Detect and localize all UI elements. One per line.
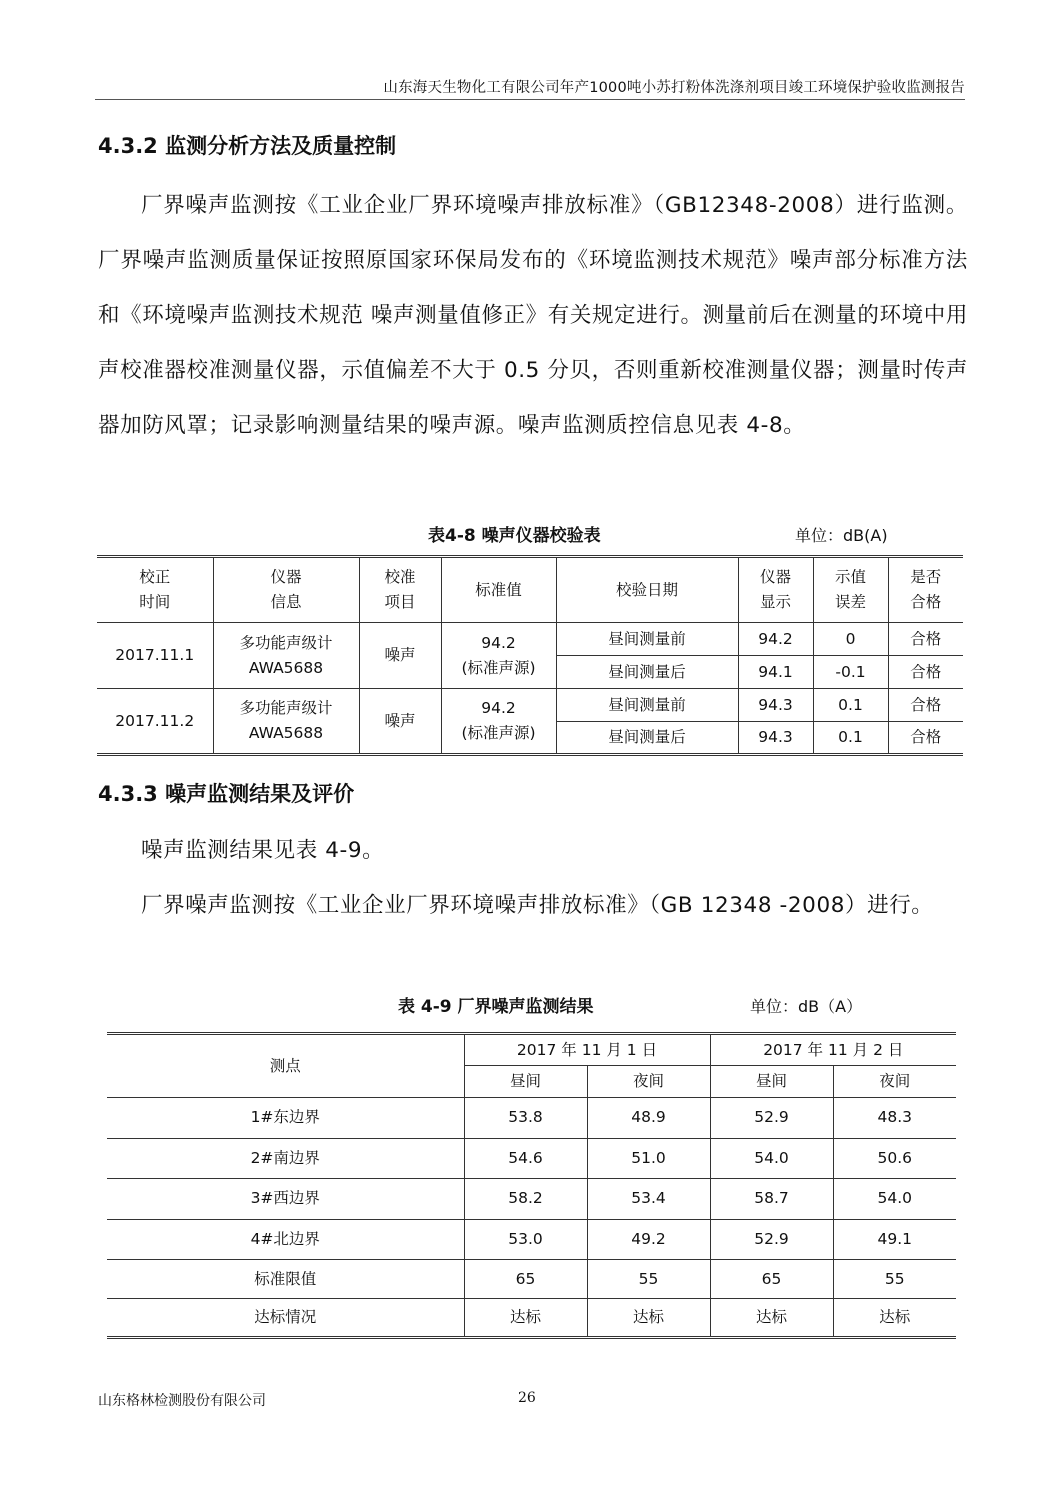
section-heading-4-3-2: 4.3.2 监测分析方法及质量控制 xyxy=(98,134,397,158)
cell-pass: 合格 xyxy=(888,623,963,656)
cell-point: 达标情况 xyxy=(107,1299,464,1338)
col-header: 校正 时间 xyxy=(97,557,213,623)
cell-value: 54.0 xyxy=(710,1138,833,1179)
col-header: 仪器 信息 xyxy=(213,557,359,623)
cell-value: 50.6 xyxy=(833,1138,956,1179)
header-rule xyxy=(95,99,965,100)
running-header: 山东海天生物化工有限公司年产1000吨小苏打粉体洗涤剂项目竣工环境保护验收监测报告 xyxy=(383,80,965,96)
cell-point: 1#东边界 xyxy=(107,1098,464,1139)
cell-instrument: 多功能声级计 AWA5688 xyxy=(213,623,359,689)
calibration-table xyxy=(97,555,963,756)
cell-pass: 合格 xyxy=(888,656,963,689)
section-4-3-2-paragraph: 厂界噪声监测按《工业企业厂界环境噪声排放标准》（GB12348-2008）进行监测。厂界噪声监测质量保证按照原国家环保局发布的《环境监测技术规范》噪声部分标准方法和《环境噪声监测技术规范 噪声测量值修正》有关规定进行。测量前后在测量的环境中用声校准器校准测量仪器，示值偏差不大于 0.5 分贝，否则重新校准测量仪器；测量时传声器加防风罩；记录影响测量结果的噪声源。噪声监测质控信息见表 4-8。 xyxy=(98,193,968,438)
table-row xyxy=(107,1260,956,1299)
cell-value: 48.9 xyxy=(587,1098,710,1139)
col-header-date: 2017 年 11 月 1 日 xyxy=(464,1034,710,1066)
cell-date: 2017.11.1 xyxy=(97,623,213,689)
cell-check-time: 昼间测量前 xyxy=(556,623,738,656)
cell-value: 55 xyxy=(833,1260,956,1299)
table-header-row xyxy=(107,1034,956,1066)
cell-display: 94.3 xyxy=(738,689,813,722)
cell-display: 94.2 xyxy=(738,623,813,656)
cell-point: 标准限值 xyxy=(107,1260,464,1299)
section-4-3-3-paragraph-1: 噪声监测结果见表 4-9。 xyxy=(141,838,385,863)
cell-point: 3#西边界 xyxy=(107,1179,464,1220)
col-header: 校验日期 xyxy=(556,557,738,623)
cell-value: 达标 xyxy=(833,1299,956,1338)
col-header: 标准值 xyxy=(441,557,556,623)
col-header-date: 2017 年 11 月 2 日 xyxy=(710,1034,956,1066)
table-row xyxy=(107,1299,956,1338)
cell-value: 49.2 xyxy=(587,1219,710,1260)
cell-value: 48.3 xyxy=(833,1098,956,1139)
table-4-9-unit: 单位：dB（A） xyxy=(750,997,863,1016)
cell-value: 58.2 xyxy=(464,1179,587,1220)
cell-value: 49.1 xyxy=(833,1219,956,1260)
cell-value: 53.4 xyxy=(587,1179,710,1220)
cell-error: -0.1 xyxy=(813,656,888,689)
cell-value: 53.8 xyxy=(464,1098,587,1139)
cell-item: 噪声 xyxy=(359,623,441,689)
cell-standard: 94.2 (标准声源) xyxy=(441,623,556,689)
cell-check-time: 昼间测量前 xyxy=(556,689,738,722)
cell-instrument: 多功能声级计 AWA5688 xyxy=(213,689,359,755)
col-header-period: 夜间 xyxy=(587,1066,710,1098)
table-4-8-unit: 单位：dB(A) xyxy=(795,526,888,545)
col-header-period: 昼间 xyxy=(464,1066,587,1098)
col-header: 是否 合格 xyxy=(888,557,963,623)
cell-value: 51.0 xyxy=(587,1138,710,1179)
cell-error: 0 xyxy=(813,623,888,656)
cell-value: 54.0 xyxy=(833,1179,956,1220)
table-row xyxy=(107,1138,956,1179)
cell-pass: 合格 xyxy=(888,722,963,755)
col-header: 校准 项目 xyxy=(359,557,441,623)
cell-point: 2#南边界 xyxy=(107,1138,464,1179)
cell-pass: 合格 xyxy=(888,689,963,722)
col-header: 示值 误差 xyxy=(813,557,888,623)
cell-value: 52.9 xyxy=(710,1219,833,1260)
table-header-row xyxy=(97,557,963,623)
table-row xyxy=(107,1219,956,1260)
cell-value: 65 xyxy=(464,1260,587,1299)
cell-value: 55 xyxy=(587,1260,710,1299)
table-row xyxy=(107,1179,956,1220)
col-header-point: 测点 xyxy=(107,1034,464,1098)
cell-value: 58.7 xyxy=(710,1179,833,1220)
page-number: 26 xyxy=(518,1390,536,1406)
cell-standard: 94.2 (标准声源) xyxy=(441,689,556,755)
cell-date: 2017.11.2 xyxy=(97,689,213,755)
cell-display: 94.3 xyxy=(738,722,813,755)
table-row xyxy=(97,623,963,656)
cell-value: 54.6 xyxy=(464,1138,587,1179)
section-heading-4-3-3: 4.3.3 噪声监测结果及评价 xyxy=(98,782,355,806)
cell-value: 65 xyxy=(710,1260,833,1299)
cell-check-time: 昼间测量后 xyxy=(556,656,738,689)
cell-error: 0.1 xyxy=(813,722,888,755)
cell-display: 94.1 xyxy=(738,656,813,689)
table-row xyxy=(97,689,963,722)
table-4-9-caption: 表 4-9 厂界噪声监测结果 xyxy=(398,997,594,1017)
col-header-period: 昼间 xyxy=(710,1066,833,1098)
cell-point: 4#北边界 xyxy=(107,1219,464,1260)
noise-results-table xyxy=(107,1032,956,1339)
table-row xyxy=(107,1098,956,1139)
cell-value: 达标 xyxy=(464,1299,587,1338)
cell-value: 达标 xyxy=(710,1299,833,1338)
section-4-3-3-paragraph-2: 厂界噪声监测按《工业企业厂界环境噪声排放标准》（GB 12348 -2008）进行。 xyxy=(141,893,934,918)
col-header-period: 夜间 xyxy=(833,1066,956,1098)
cell-value: 52.9 xyxy=(710,1098,833,1139)
table-4-8-caption: 表4-8 噪声仪器校验表 xyxy=(428,526,601,546)
cell-error: 0.1 xyxy=(813,689,888,722)
cell-item: 噪声 xyxy=(359,689,441,755)
cell-check-time: 昼间测量后 xyxy=(556,722,738,755)
cell-value: 达标 xyxy=(587,1299,710,1338)
cell-value: 53.0 xyxy=(464,1219,587,1260)
col-header: 仪器 显示 xyxy=(738,557,813,623)
footer-company: 山东格林检测股份有限公司 xyxy=(98,1393,266,1409)
